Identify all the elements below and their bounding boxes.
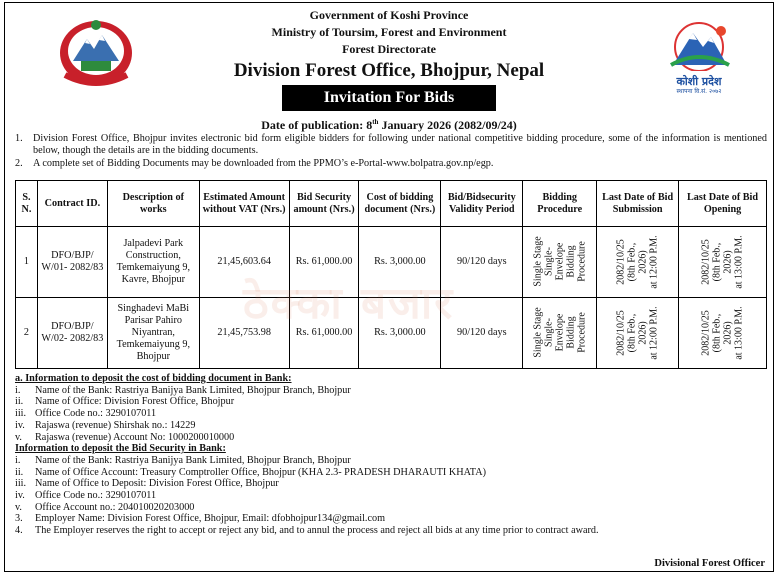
table-row bbox=[16, 227, 767, 298]
cell-cost: Rs. 3,000.00 bbox=[359, 298, 441, 369]
list-item: iii. Office Code no.: 3290107011 bbox=[15, 408, 157, 420]
header-sn: S. N. bbox=[16, 181, 38, 227]
header-submission-date: Last Date of Bid Submission bbox=[597, 181, 679, 227]
invitation-banner: Invitation For Bids bbox=[282, 85, 496, 111]
cell-contract-id: DFO/BJP/ W/02- 2082/83 bbox=[37, 298, 107, 369]
section-heading-b: Information to deposit the Bid Security in Bank: bbox=[15, 443, 226, 455]
cell-security: Rs. 61,000.00 bbox=[289, 298, 359, 369]
watermark: ठेक्का बजार bbox=[243, 278, 455, 329]
list-item: v. Rajaswa (revenue) Account No: 1000200010000 bbox=[15, 431, 235, 443]
header-estimated-amount: Estimated Amount without VAT (Nrs.) bbox=[199, 181, 289, 227]
cell-submission: 2082/10/25 (8th Feb., 2026) at 12:00 P.M. bbox=[597, 227, 679, 298]
header-description: Description of works bbox=[107, 181, 199, 227]
cell-validity: 90/120 days bbox=[441, 298, 523, 369]
cell-description: Jalpadevi Park Construction, Temkemaiyung 9, Kavre, Bhojpur bbox=[107, 227, 199, 298]
header-opening-date: Last Date of Bid Opening bbox=[679, 181, 767, 227]
notice-page bbox=[4, 2, 774, 572]
section-heading-a: a. Information to deposit the cost of bidding document in Bank: bbox=[15, 373, 292, 384]
cell-validity: 90/120 days bbox=[441, 227, 523, 298]
list-item: 4. The Employer reserves the right to accept or reject any bid, and to annul the process and reject all bids at any time prior to contract award. bbox=[15, 525, 599, 537]
header-bid-security: Bid Security amount (Nrs.) bbox=[289, 181, 359, 227]
list-item: i. Name of the Bank: Rastriya Banijya Bank Limited, Bhojpur Branch, Bhojpur bbox=[15, 454, 351, 466]
cell-amount: 21,45,603.64 bbox=[199, 227, 289, 298]
cell-security: Rs. 61,000.00 bbox=[289, 227, 359, 298]
header-ministry: Ministry of Toursim, Forest and Environment bbox=[271, 25, 507, 39]
list-item: iv. Office Code no.: 3290107011 bbox=[15, 490, 157, 502]
header-directorate: Forest Directorate bbox=[342, 42, 436, 56]
cell-procedure: Single Stage Single- Envelope Bidding Procedure bbox=[523, 227, 597, 298]
header-government: Government of Koshi Province bbox=[309, 8, 469, 22]
cell-contract-id: DFO/BJP/ W/01- 2082/83 bbox=[37, 227, 107, 298]
bank-information bbox=[15, 373, 767, 537]
header-contract-id: Contract ID. bbox=[37, 181, 107, 227]
header-procedure: Bidding Procedure bbox=[523, 181, 597, 227]
cell-amount: 21,45,753.98 bbox=[199, 298, 289, 369]
intro-item: 2. A complete set of Bidding Documents may be downloaded from the PPMO’s e-Portal-www.bolpatra.gov.np/egp. bbox=[15, 157, 494, 169]
cell-sn: 2 bbox=[16, 298, 38, 369]
cell-opening: 2082/10/25 (8th Feb., 2026) at 13:00 P.M. bbox=[679, 298, 767, 369]
list-item: iii. Name of Office to Deposit: Division Forest Office, Bhojpur bbox=[15, 478, 279, 490]
logo-subtext: स्थापना वि.सं. २०७२ bbox=[676, 88, 722, 95]
intro-item: 1. Division Forest Office, Bhojpur invites electronic bid form eligible bidders for following under national competitive bidding procedure, some of the information is mentioned below, though the details are in the bidding documents. bbox=[15, 133, 767, 157]
cell-description: Singhadevi MaBi Parisar Pahiro Niyantran, Temkemaiyung 9, Bhojpur bbox=[107, 298, 199, 369]
list-item: ii. Name of Office: Division Forest Office, Bhojpur bbox=[15, 396, 235, 408]
header bbox=[5, 3, 773, 133]
publication-date: Date of publication: 8th January 2026 (2082/09/24) bbox=[261, 118, 517, 132]
office-title: Division Forest Office, Bhojpur, Nepal bbox=[233, 60, 545, 81]
header-cost-document: Cost of bidding document (Nrs.) bbox=[359, 181, 441, 227]
cell-submission: 2082/10/25 (8th Feb., 2026) at 12:00 P.M. bbox=[597, 298, 679, 369]
signature-title: Divisional Forest Officer bbox=[654, 558, 765, 569]
list-item: v. Office Account no.: 204010020203000 bbox=[15, 501, 195, 513]
list-item: i. Name of the Bank: Rastriya Banijya Bank Limited, Bhojpur Branch, Bhojpur bbox=[15, 384, 351, 396]
list-item: iv. Rajaswa (revenue) Shirshak no.: 14229 bbox=[15, 419, 196, 431]
cell-sn: 1 bbox=[16, 227, 38, 298]
logo-text: कोशी प्रदेश bbox=[676, 75, 722, 88]
list-item: ii. Name of Office Account: Treasury Comptroller Office, Bhojpur (KHA 2.3- PRADESH DHARAUTI KHATA) bbox=[15, 466, 486, 478]
cell-opening: 2082/10/25 (8th Feb., 2026) at 13:00 P.M. bbox=[679, 227, 767, 298]
bids-table bbox=[15, 180, 767, 369]
cell-procedure: Single Stage Single- Envelope Bidding Procedure bbox=[523, 298, 597, 369]
list-item: 3. Employer Name: Division Forest Office, Bhojpur, Email: dfobhojpur134@gmail.com bbox=[15, 513, 386, 525]
table-row bbox=[16, 298, 767, 369]
table-header-row bbox=[16, 181, 767, 227]
intro-list bbox=[15, 133, 767, 170]
header-validity: Bid/Bidsecurity Validity Period bbox=[441, 181, 523, 227]
cell-cost: Rs. 3,000.00 bbox=[359, 227, 441, 298]
